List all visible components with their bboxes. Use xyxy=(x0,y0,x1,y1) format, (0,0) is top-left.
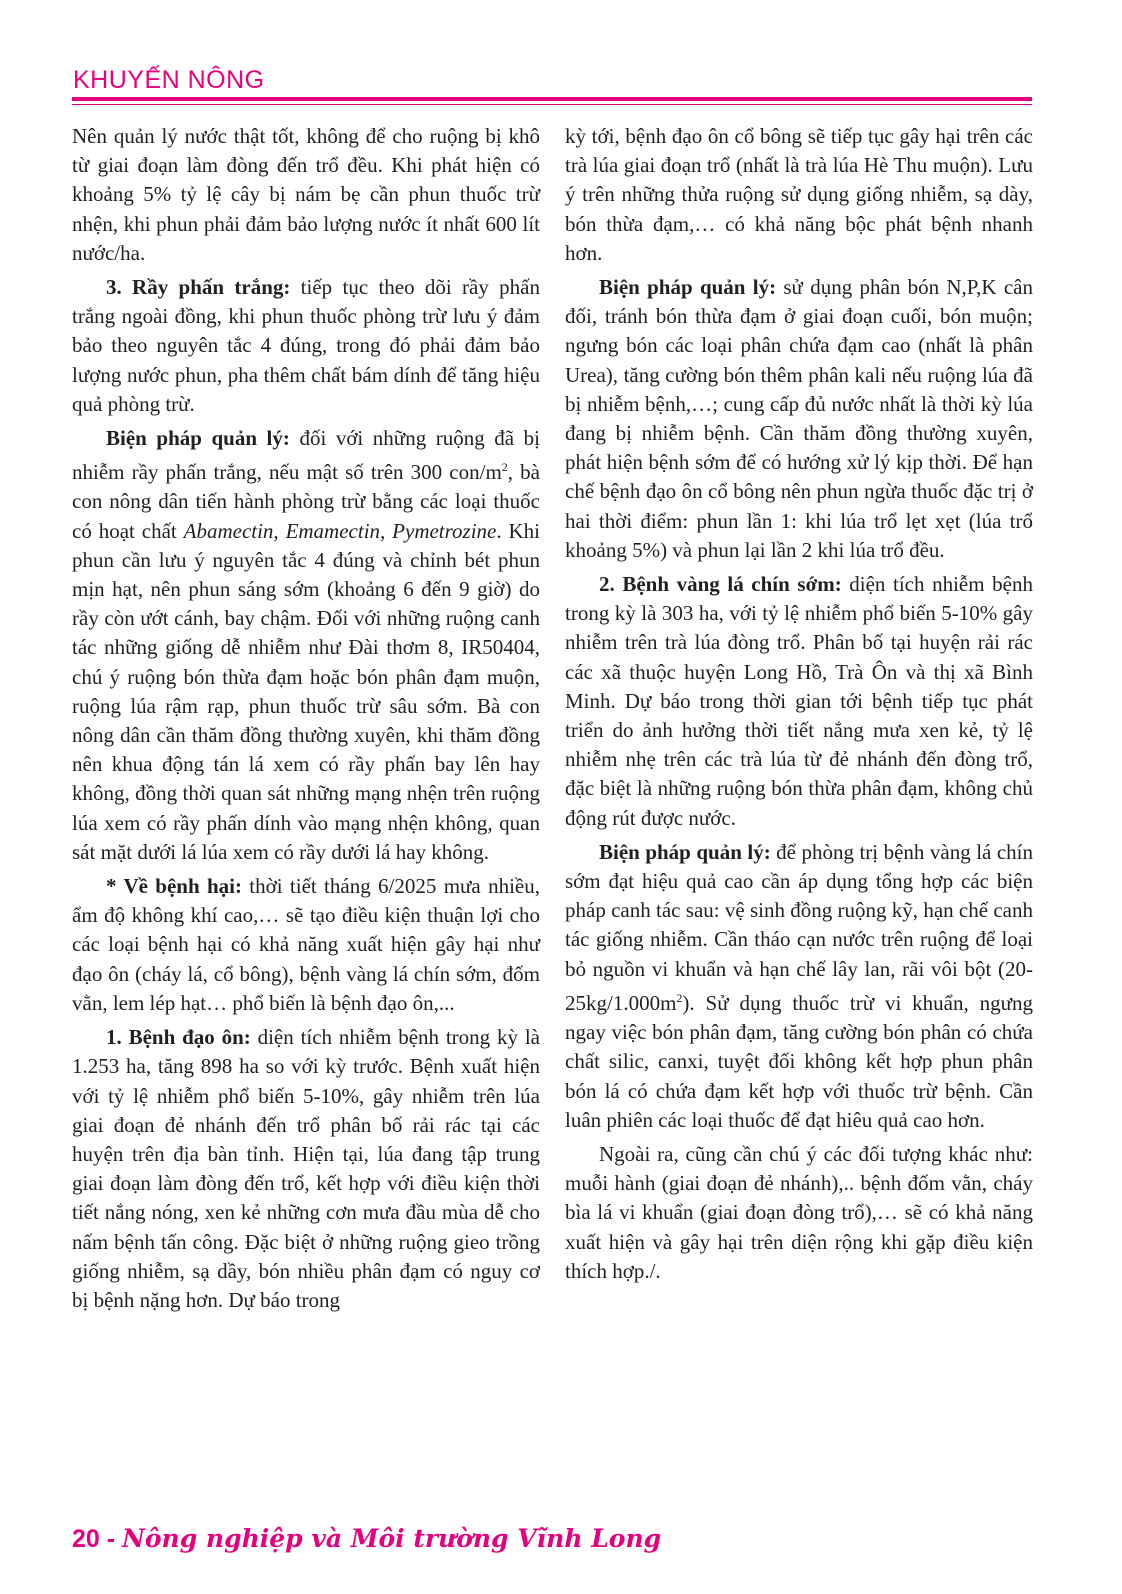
paragraph xyxy=(565,570,1033,833)
subheading: 1. Bệnh đạo ôn: xyxy=(106,1025,251,1050)
page-number: 20 xyxy=(72,1525,100,1553)
paragraph xyxy=(72,872,540,1018)
subheading: 2. Bệnh vàng lá chín sớm: xyxy=(599,572,842,597)
paragraph xyxy=(72,1023,540,1315)
header-rule-thick xyxy=(72,97,1032,101)
magazine-title: Nông nghiệp và Môi trường Vĩnh Long xyxy=(122,1524,662,1553)
paragraph-text: sử dụng phân bón N,P,K cân đối, tránh bón thừa đạm ở giai đoạn cuối, bón muộn; ngưng bón các loại phân chứa đạm cao (nhất là phân Urea), tăng cường bón thêm phân kali nếu ruộng lúa đã bị nhiễm bệnh,…; cung cấp đủ nước nhất là thời kỳ lúa đang bị nhiễm bệnh. Cần thăm đồng thường xuyên, phát hiện bệnh sớm để có hướng xử lý kịp thời. Để hạn chế bệnh đạo ôn cổ bông nên phun ngừa thuốc đặc trị ở hai thời điểm: phun lần 1: khi lúa trổ lẹt xẹt (lúa trổ khoảng 5%) và phun lại lần 2 khi lúa trổ đều. xyxy=(565,275,1033,562)
header-rule-thin xyxy=(72,104,1032,105)
subheading: Biện pháp quản lý: xyxy=(106,426,290,451)
paragraph xyxy=(565,273,1033,565)
subheading: Biện pháp quản lý: xyxy=(599,275,777,300)
paragraph: kỳ tới, bệnh đạo ôn cổ bông sẽ tiếp tục gây hại trên các trà lúa giai đoạn trổ (nhất là trà lúa Hè Thu muộn). Lưu ý trên những thửa ruộng sử dụng giống nhiễm, sạ dày, bón thừa đạm,… có khả năng bộc phát bệnh nhanh hơn. xyxy=(565,124,1033,265)
paragraph-text: thời tiết tháng 6/2025 mưa nhiều, ẩm độ không khí cao,… sẽ tạo điều kiện thuận lợi cho các loại bệnh hại có khả năng xuất hiện gây hại như đạo ôn (cháy lá, cổ bông), bệnh vàng lá chín sớm, đốm vằn, lem lép hạt… phổ biến là bệnh đạo ôn,... xyxy=(72,874,540,1015)
right-column xyxy=(565,122,1033,1291)
paragraph: Ngoài ra, cũng cần chú ý các đối tượng khác như: muỗi hành (giai đoạn đẻ nhánh),.. bệnh đốm vằn, cháy bìa lá vi khuẩn (giai đoạn đòng trổ),… sẽ có khả năng xuất hiện và gây hại trên diện rộng khi gặp điều kiện thích hợp./. xyxy=(565,1141,1033,1283)
paragraph-text: diện tích nhiễm bệnh trong kỳ là 303 ha, với tỷ lệ nhiễm phổ biến 5-10% gây nhiễm trên trà lúa đòng trổ. Phân bố tại huyện rải rác các xã thuộc huyện Long Hồ, Trà Ôn và thị xã Bình Minh. Dự báo trong thời gian tới bệnh tiếp tục phát triển do ảnh hưởng thời tiết nắng mưa xen kẻ, tỷ lệ nhiễm nhẹ trên các trà lúa từ đẻ nhánh đến đòng trổ, đặc biệt là những ruộng bón thừa phân đạm, không chủ động rút được nước. xyxy=(565,572,1033,830)
paragraph xyxy=(565,838,1033,1135)
subheading: 3. Rầy phấn trắng: xyxy=(106,275,291,300)
superscript: 2 xyxy=(676,990,683,1005)
superscript: 2 xyxy=(501,460,508,475)
paragraph-text: . Khi phun cần lưu ý nguyên tắc 4 đúng và chỉnh bét phun mịn hạt, nên phun sáng sớm (khoảng 6 đến 9 giờ) do rầy còn ướt cánh, bay chậm. Đối với những ruộng canh tác những giống dễ nhiễm như Đài thơm 8, IR50404, chú ý ruộng bón thừa đạm hoặc bón phân đạm muộn, ruộng lúa rậm rạp, phun thuốc trừ sâu sớm. Bà con nông dân cần thăm đồng thường xuyên, khi thăm đồng nên khua động tán lá xem có rầy phấn bay lên hay không, đồng thời quan sát những mạng nhện trên ruộng lúa xem có rầy phấn dính vào mạng nhện không, quan sát mặt dưới lá lúa xem có rầy dưới lá hay không. xyxy=(72,518,541,864)
footer-separator: - xyxy=(99,1525,123,1553)
subheading: Biện pháp quản lý: xyxy=(599,839,771,864)
paragraph-text: , bà con nông dân tiến hành phòng trừ bằng các loại thuốc có hoạt chất xyxy=(72,460,540,543)
chemical-names: Abamectin, Emamectin, Pymetrozine xyxy=(183,518,497,543)
paragraph-text: để phòng trị bệnh vàng lá chín sớm đạt hiệu quả cao cần áp dụng tổng hợp các biện pháp canh tác sau: vệ sinh đồng ruộng kỹ, hạn chế canh tác giống nhiễm. Cần tháo cạn nước trên ruộng để loại bỏ nguồn vi khuẩn và hạn chế lây lan, rãi vôi bột (20-25kg/1.000m xyxy=(565,839,1034,1015)
paragraph-text: đối với những ruộng đã bị nhiễm rầy phấn trắng, nếu mật số trên 300 con/m xyxy=(72,426,540,485)
paragraph xyxy=(72,273,540,419)
left-column xyxy=(72,122,540,1320)
page-footer xyxy=(72,1524,661,1554)
paragraph-text: diện tích nhiễm bệnh trong kỳ là 1.253 ha, tăng 898 ha so với kỳ trước. Bệnh xuất hiện với tỷ lệ nhiễm phổ biến 5-10%, gây nhiễm trên lúa giai đoạn đẻ nhánh đến trổ phân bố rải rác tại các huyện trên địa bàn tỉnh. Hiện tại, lúa đang tập trung giai đoạn làm đòng đến trổ, kết hợp với điều kiện thời tiết nắng nóng, xen kẻ những cơn mưa đầu mùa dễ cho nấm bệnh tấn công. Đặc biệt ở những ruộng gieo trồng giống nhiễm, sạ dầy, bón nhiều phân đạm có nguy cơ bị bệnh nặng hơn. Dự báo trong xyxy=(72,1025,540,1312)
paragraph xyxy=(72,424,540,867)
paragraph: Nên quản lý nước thật tốt, không để cho ruộng bị khô từ giai đoạn làm đòng đến trổ đều. Khi phát hiện có khoảng 5% tỷ lệ cây bị nám bẹ cần phun thuốc trừ nhện, khi phun phải đảm bảo lượng nước ít nhất 600 lít nước/ha. xyxy=(72,124,540,265)
paragraph-text: ). Sử dụng thuốc trừ vi khuẩn, ngưng ngay việc bón phân đạm, tăng cường bón phân có chứa chất silic, canxi, tuyệt đối không kết hợp phun phân bón lá có chứa đạm kết hợp với thuốc trừ bệnh. Cần luân phiên các loại thuốc để đạt hiêu quả cao hơn. xyxy=(565,990,1033,1132)
paragraph-text: tiếp tục theo dõi rầy phấn trắng ngoài đồng, khi phun thuốc phòng trừ lưu ý đảm bảo theo nguyên tắc 4 đúng, trong đó phải đảm bảo lượng nước phun, pha thêm chất bám dính để tăng hiệu quả phòng trừ. xyxy=(72,275,540,416)
subheading: * Về bệnh hại: xyxy=(106,874,242,899)
section-header: KHUYẾN NÔNG xyxy=(73,66,265,94)
